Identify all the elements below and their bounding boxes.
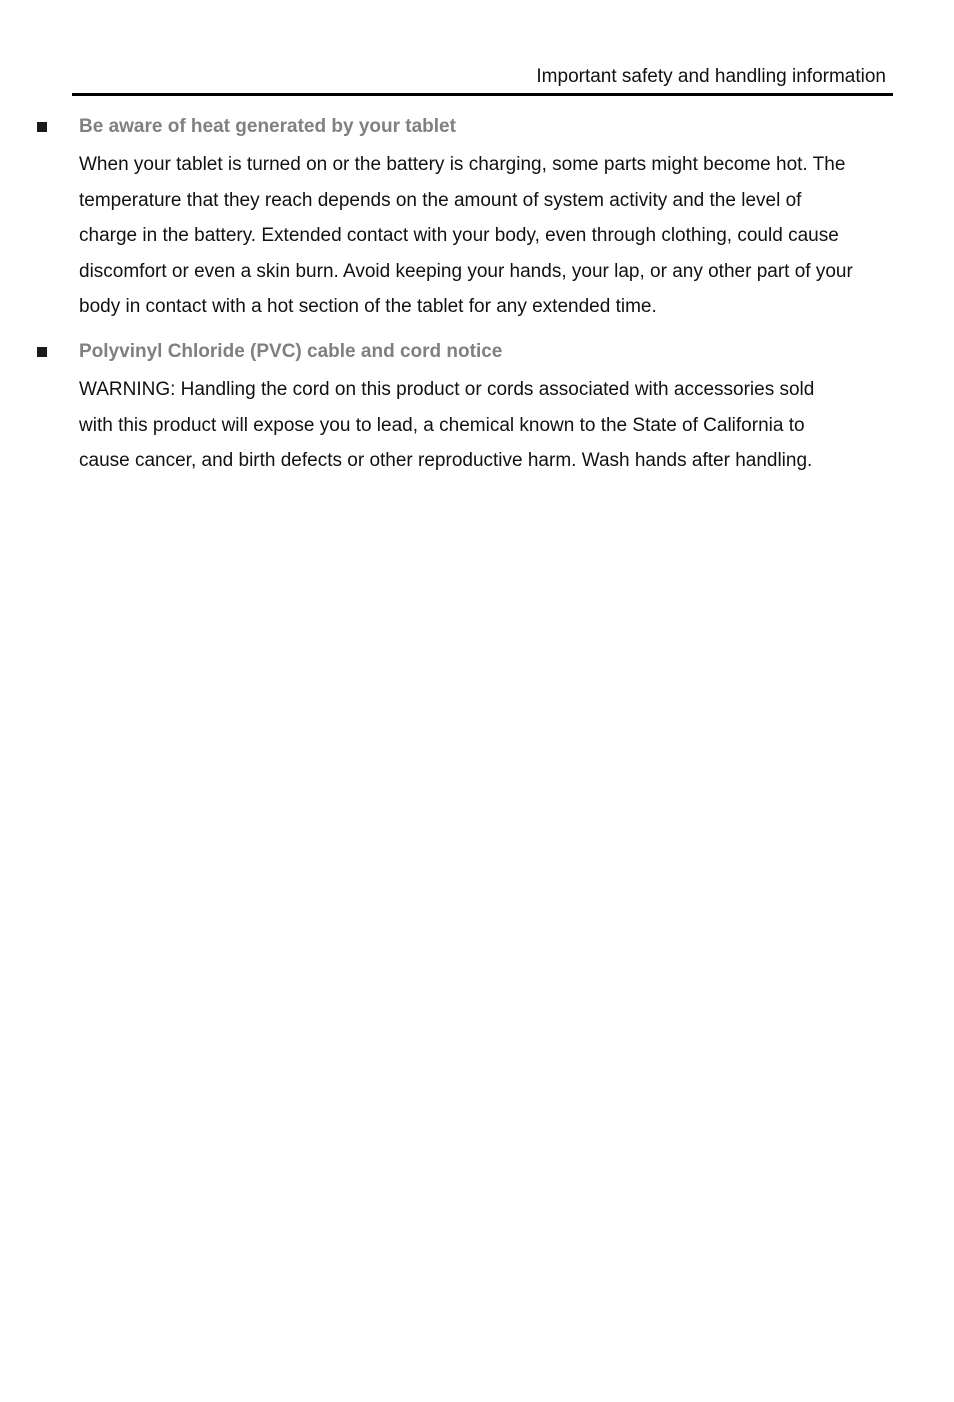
body-line: charge in the battery. Extended contact with your body, even through clothing, could cause — [79, 225, 839, 246]
page-header — [72, 64, 893, 96]
section-body — [79, 147, 899, 325]
body-line: When your tablet is turned on or the battery is charging, some parts might become hot. The — [79, 154, 846, 175]
page-header-title: Important safety and handling information — [536, 66, 886, 87]
body-line: temperature that they reach depends on the amount of system activity and the level of — [79, 189, 802, 211]
square-bullet-icon — [37, 347, 47, 357]
body-line: discomfort or even a skin burn. Avoid keeping your hands, your lap, or any other part of your — [79, 260, 853, 282]
body-line: with this product will expose you to lead, a chemical known to the State of California to — [79, 414, 805, 436]
section-body — [79, 372, 899, 479]
body-line: body in contact with a hot section of the tablet for any extended time. — [79, 296, 657, 317]
square-bullet-icon — [37, 122, 47, 132]
section-heading: Be aware of heat generated by your tablet — [79, 116, 456, 137]
body-line: cause cancer, and birth defects or other reproductive harm. Wash hands after handling. — [79, 450, 813, 471]
section-heading: Polyvinyl Chloride (PVC) cable and cord notice — [79, 341, 503, 362]
body-line: WARNING: Handling the cord on this product or cords associated with accessories sold — [79, 379, 815, 400]
